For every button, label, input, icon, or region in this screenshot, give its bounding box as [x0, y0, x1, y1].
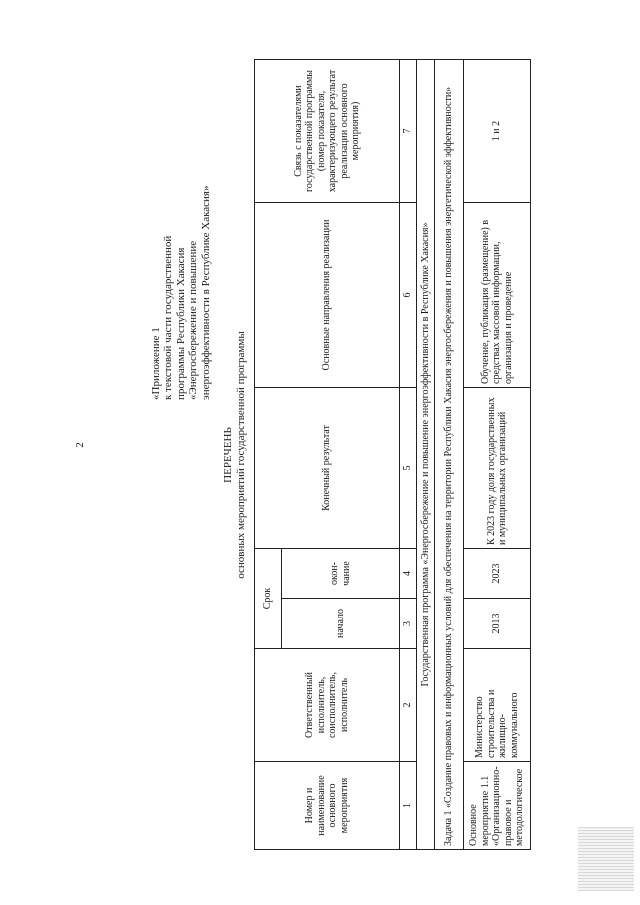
- start-cell: 2013: [464, 599, 531, 649]
- header-link: Связь с показателями государственной программы (номер показателя, характеризующего результат реализации основного мероприятия): [255, 60, 400, 203]
- header-end: окон-чание: [282, 549, 400, 599]
- title-main: ПЕРЕЧЕНЬ: [222, 427, 234, 483]
- annex-line: «Энергосбережение и повышение: [187, 240, 200, 400]
- header-result: Конечный результат: [255, 388, 400, 549]
- annex-line: энергоэффективности в Республике Хакасия»: [199, 185, 212, 400]
- executor-cell: Министерство строительства и жилищно-коммунального: [464, 649, 531, 762]
- task-row: [435, 60, 464, 850]
- task-title: Задача 1 «Создание правовых и информационных условий для обеспечения на территории Республики Хакасия энергосбережения и повышения энергетической эффективности»: [435, 60, 464, 850]
- header-term: Срок: [255, 549, 282, 649]
- column-number-row: [400, 60, 417, 850]
- header-row: [255, 60, 282, 850]
- measures-table: [254, 59, 531, 850]
- table-row: [464, 60, 531, 850]
- title-sub: основных мероприятий государственной программы: [235, 331, 247, 579]
- column-number: 3: [400, 599, 417, 649]
- header-start: начало: [282, 599, 400, 649]
- annex-line: программы Республики Хакасия: [174, 247, 187, 400]
- annex-line: к текстовой части государственной: [162, 235, 175, 400]
- program-row: [417, 60, 435, 850]
- stamp-mark: [578, 827, 634, 891]
- header-measure: Номер и наименование основного мероприятия: [255, 762, 400, 850]
- column-number: 2: [400, 649, 417, 762]
- link-cell: 1 и 2: [464, 60, 531, 203]
- header-directions: Основные направления реализации: [255, 203, 400, 388]
- page-number: 2: [74, 442, 86, 448]
- annex-note: [150, 80, 212, 400]
- program-title: Государственная программа «Энергосбережение и повышение энергоэффективности в Республике Хакасия»: [417, 60, 435, 850]
- column-number: 5: [400, 388, 417, 549]
- column-number: 4: [400, 549, 417, 599]
- measure-cell: Основное мероприятие 1.1 «Организационно-правовое и методологическое: [464, 762, 531, 850]
- column-number: 6: [400, 203, 417, 388]
- result-cell: К 2023 году доля государственных и муниципальных организаций: [464, 388, 531, 549]
- document-title: [222, 205, 248, 705]
- directions-cell: Обучение, публикация (размещение) в средствах массовой информации, организация и проведение: [464, 203, 531, 388]
- column-number: 1: [400, 762, 417, 850]
- column-number: 7: [400, 60, 417, 203]
- header-executor: Ответственный исполнитель, соисполнитель, исполнитель: [255, 649, 400, 762]
- end-cell: 2023: [464, 549, 531, 599]
- annex-line: «Приложение 1: [150, 327, 162, 400]
